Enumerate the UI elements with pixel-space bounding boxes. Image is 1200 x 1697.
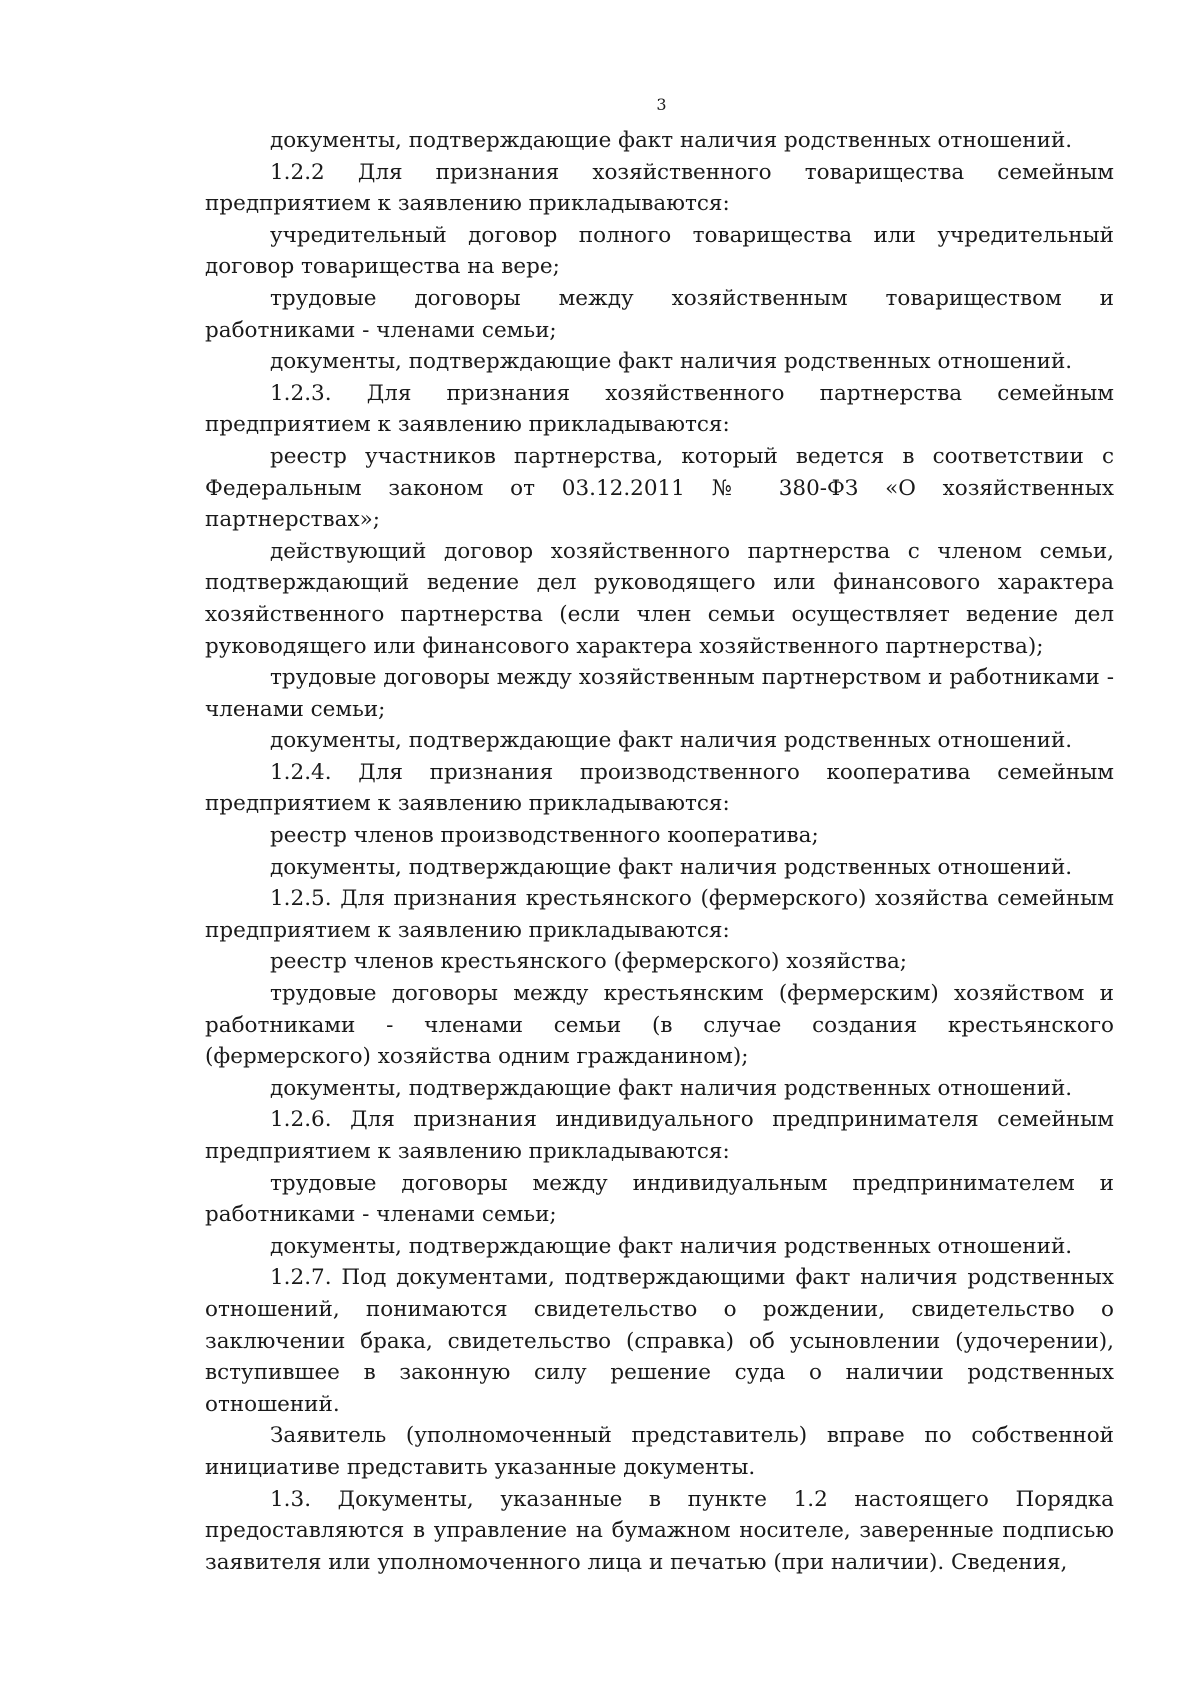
paragraph: трудовые договоры между хозяйственным партнерством и работниками - членами семьи; [205,665,1114,722]
paragraph: трудовые договоры между крестьянским (фермерским) хозяйством и работниками - членами семьи (в случае создания крестьянского (фермерского) хозяйства одним гражданином); [205,981,1114,1070]
paragraph: Заявитель (уполномоченный представитель) вправе по собственной инициативе представить указанные документы. [205,1423,1114,1480]
paragraph: документы, подтверждающие факт наличия родственных отношений. [270,728,1073,754]
paragraph: 1.3. Документы, указанные в пункте 1.2 настоящего Порядка предоставляются в управление на бумажном носителе, заверенные подписью заявителя или уполномоченного лица и печатью (при наличии). Сведения, [205,1486,1114,1575]
paragraph: трудовые договоры между хозяйственным товариществом и работниками - членами семьи; [205,285,1114,343]
paragraph: 1.2.3. Для признания хозяйственного партнерства семейным предприятием к заявлению прикладываются: [205,380,1114,438]
paragraph: 1.2.4. Для признания производственного кооператива семейным предприятием к заявлению прикладываются: [205,759,1114,817]
paragraph: документы, подтверждающие факт наличия родственных отношений. [270,128,1073,153]
paragraph: 1.2.7. Под документами, подтверждающими факт наличия родственных отношений, понимаются свидетельство о рождении, свидетельство о заключении брака, свидетельство (справка) об усыновлении (удочерении), вступившее в законную силу решение суда о наличии родственных отношений. [205,1265,1114,1417]
paragraph: реестр членов крестьянского (фермерского) хозяйства; [270,949,908,975]
paragraph: учредительный договор полного товарищества или учредительный договор товарищества на вере; [205,222,1114,280]
paragraph: 1.2.2 Для признания хозяйственного товарищества семейным предприятием к заявлению прикладываются: [205,159,1114,217]
paragraph: документы, подтверждающие факт наличия родственных отношений. [270,854,1073,880]
page-number: 3 [656,95,667,114]
paragraph: реестр членов производственного кооператива; [270,823,819,849]
document-body [205,125,1114,1578]
paragraph: документы, подтверждающие факт наличия родственных отношений. [270,1075,1073,1101]
paragraph: трудовые договоры между индивидуальным предпринимателем и работниками - членами семьи; [205,1170,1114,1228]
paragraph: 1.2.6. Для признания индивидуального предпринимателя семейным предприятием к заявлению прикладываются: [205,1107,1114,1164]
paragraph: документы, подтверждающие факт наличия родственных отношений. [270,349,1073,375]
paragraph: документы, подтверждающие факт наличия родственных отношений. [270,1233,1073,1259]
paragraph: действующий договор хозяйственного партнерства с членом семьи, подтверждающий ведение дел руководящего или финансового характера хозяйственного партнерства (если член семьи осуществляет ведение дел руководящего или финансового характера хозяйственного партнерства); [205,538,1114,659]
paragraph: 1.2.5. Для признания крестьянского (фермерского) хозяйства семейным предприятием к заявлению прикладываются: [205,886,1114,943]
paragraph: реестр участников партнерства, который ведется в соответствии с Федеральным законом от 03.12.2011 № 380-ФЗ «О хозяйственных партнерствах»; [205,443,1114,533]
